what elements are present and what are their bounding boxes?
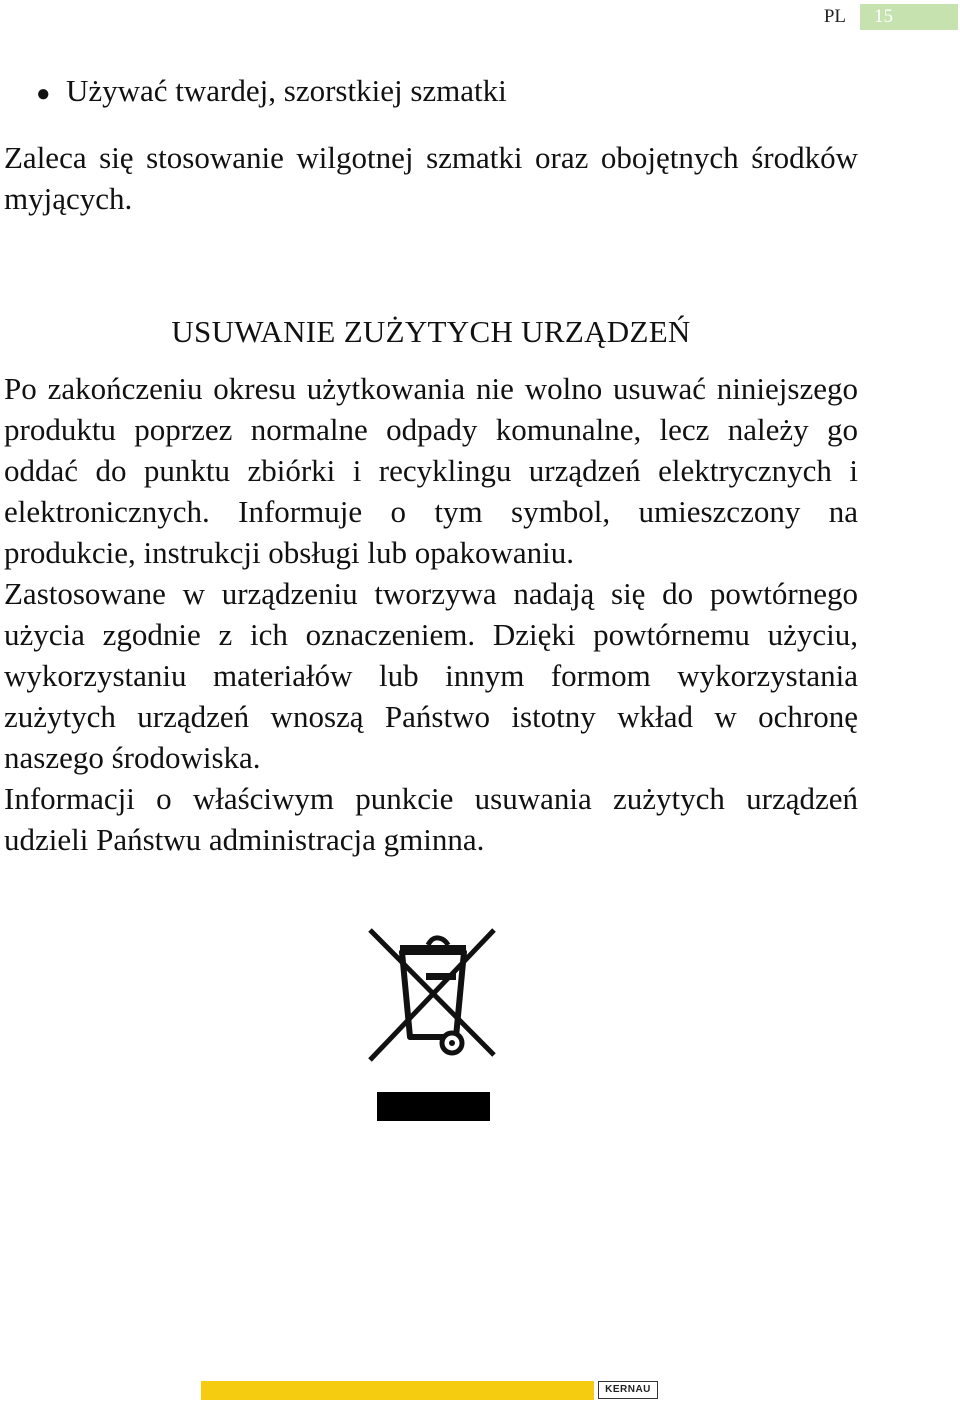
cleaning-recommendation: Zaleca się stosowanie wilgotnej szmatki oraz obojętnych środków myjących.: [4, 140, 858, 216]
document-body: [4, 70, 858, 860]
page-number: 15: [860, 4, 958, 30]
disposal-paragraph-2: Zastosowane w urządzeniu tworzywa nadają się do powtórnego użycia zgodnie z ich oznaczeniem. Dzięki powtórnemu użyciu, wykorzystaniu materiałów lub innym formom wykorzystania zużytych urządzeń wnoszą Państwo istotny wkład w ochronę naszego środowiska.: [4, 576, 858, 775]
disposal-paragraph-1: Po zakończeniu okresu użytkowania nie wolno usuwać niniejszego produktu poprzez normalne odpady komunalne, lecz należy go oddać do punktu zbiórki i recyklingu urządzeń elektrycznych i elektronicznych. Informuje o tym symbol, umieszczony na produkcie, instrukcji obsługi lub opakowaniu.: [4, 371, 858, 570]
disposal-paragraph-3: Informacji o właściwym punkcie usuwania zużytych urządzeń udzieli Państwu administracja gminna.: [4, 781, 858, 857]
crossed-out-wheelie-bin-icon: [366, 925, 500, 1125]
bullet-text: Używać twardej, szorstkiej szmatki: [66, 73, 507, 108]
page-header: [824, 4, 958, 30]
language-code: PL: [823, 6, 846, 27]
bullet-list-item: [4, 70, 858, 115]
section-heading: USUWANIE ZUŻYTYCH URZĄDZEŃ: [171, 314, 691, 349]
bullet-dot-icon: ●: [36, 81, 51, 107]
brand-logo: KERNAU: [598, 1381, 658, 1399]
footer-accent-bar: [201, 1381, 594, 1400]
